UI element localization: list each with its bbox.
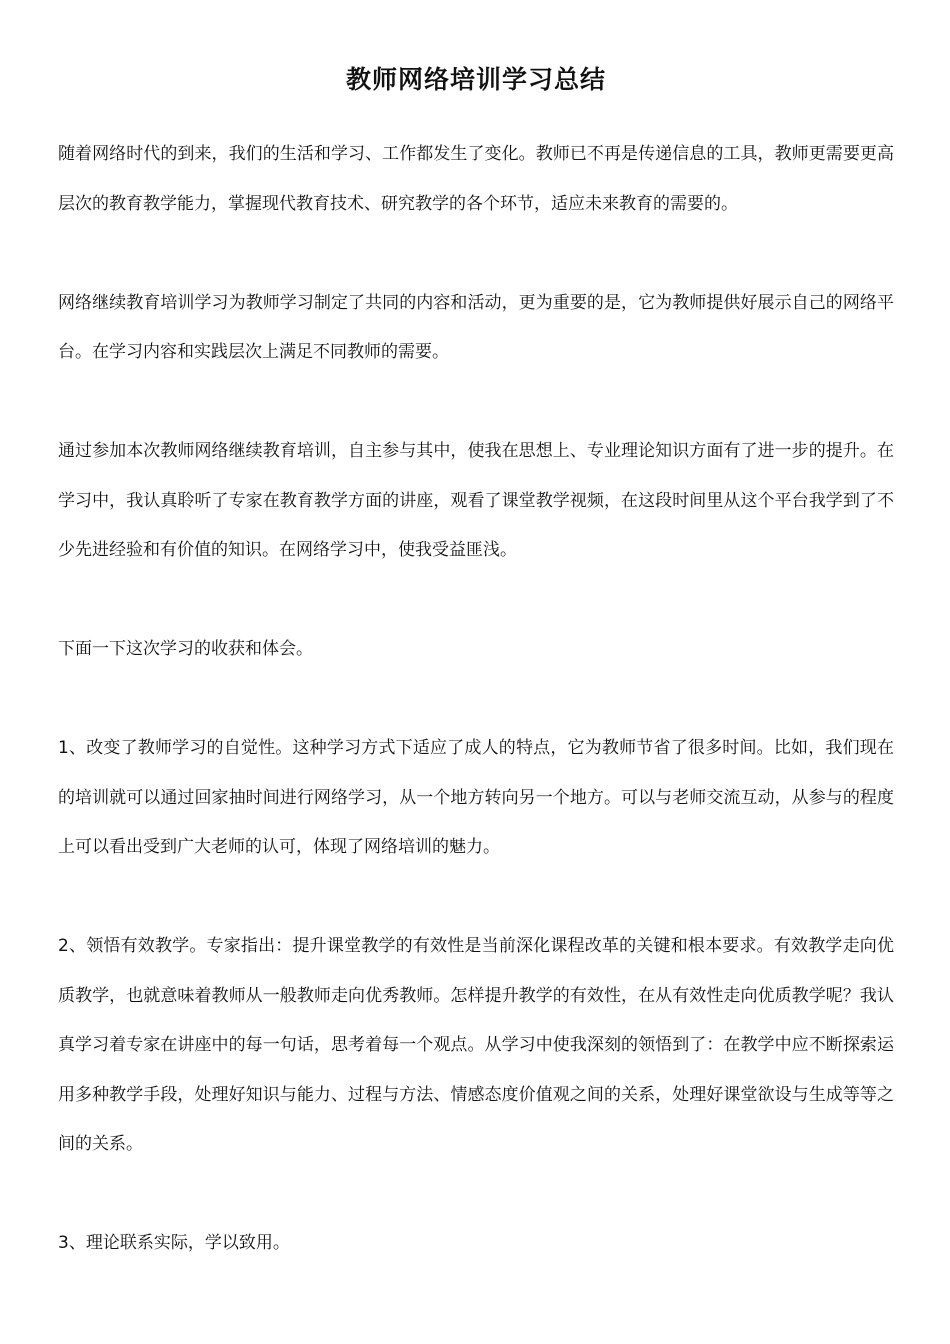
paragraph-intro: 随着网络时代的到来，我们的生活和学习、工作都发生了变化。教师已不再是传递信息的工具，教师更需要更高层次的教育教学能力，掌握现代教育技术、研究教学的各个环节，适应未来教育的需要的。 — [58, 144, 894, 214]
paragraph-point-2: 2、领悟有效教学。专家指出：提升课堂教学的有效性是当前深化课程改革的关键和根本要求。有效教学走向优质教学，也就意味着教师从一般教师走向优秀教师。怎样提升教学的有效性，在从有效性走向优质教学呢？我认真学习着专家在讲座中的每一句话，思考着每一个观点。从学习中使我深刻的领悟到了：在教学中应不断探索运用多种教学手段，处理好知识与能力、过程与方法、情感态度价值观之间的关系，处理好课堂欲设与生成等等之间的关系。 — [58, 936, 894, 1154]
document-title: 教师网络培训学习总结 — [345, 65, 606, 94]
paragraph-platform: 网络继续教育培训学习为教师学习制定了共同的内容和活动，更为重要的是，它为教师提供好展示自己的网络平台。在学习内容和实践层次上满足不同教师的需要。 — [58, 292, 894, 362]
paragraph-point-3: 3、理论联系实际，学以致用。 — [58, 1233, 290, 1253]
paragraph-gains-intro: 下面一下这次学习的收获和体会。 — [58, 639, 313, 659]
paragraph-point-1: 1、改变了教师学习的自觉性。这种学习方式下适应了成人的特点，它为教师节省了很多时间。比如，我们现在的培训就可以通过回家抽时间进行网络学习，从一个地方转向另一个地方。可以与老师交流互动，从参与的程度上可以看出受到广大老师的认可，体现了网络培训的魅力。 — [58, 738, 894, 857]
paragraph-participation: 通过参加本次教师网络继续教育培训，自主参与其中，使我在思想上、专业理论知识方面有了进一步的提升。在学习中，我认真聆听了专家在教育教学方面的讲座，观看了课堂教学视频，在这段时间里从这个平台我学到了不少先进经验和有价值的知识。在网络学习中，使我受益匪浅。 — [58, 441, 894, 560]
